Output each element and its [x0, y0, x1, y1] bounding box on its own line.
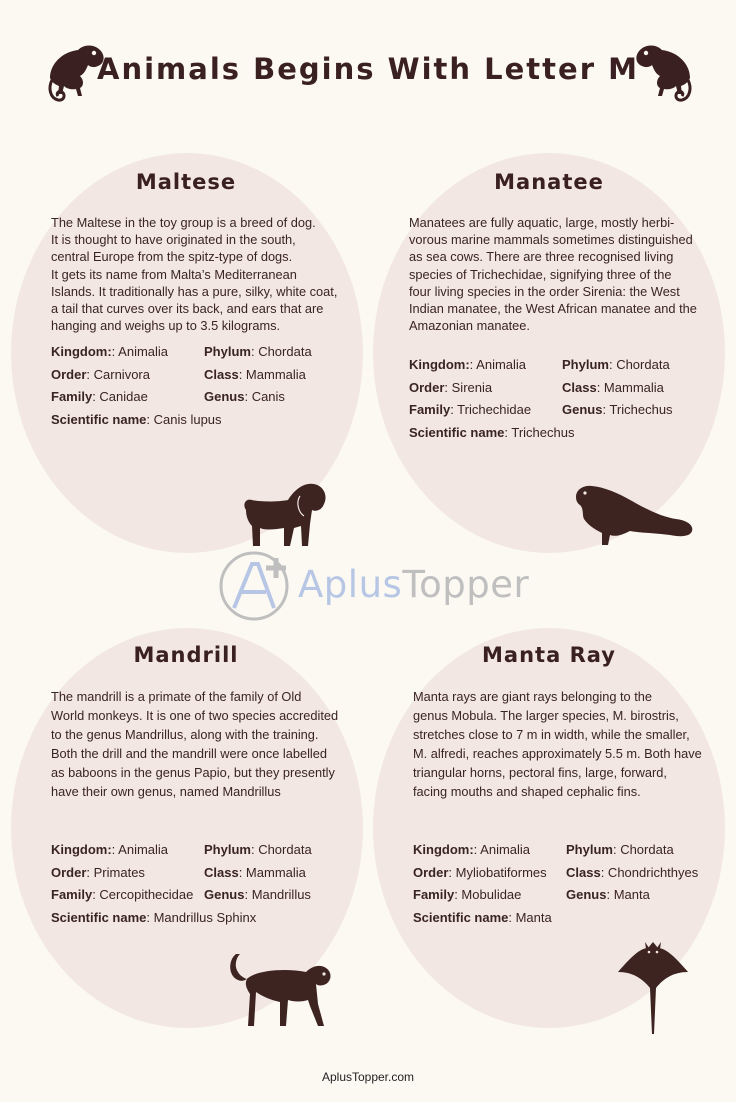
phylum-value: : Chordata	[250, 842, 312, 857]
scientific-name-label: Scientific name	[51, 909, 147, 925]
kingdom-value: : Animalia	[473, 842, 531, 857]
order-value: : Carnivora	[86, 366, 150, 382]
order-value: : Myliobatiformes	[448, 864, 547, 880]
card-description: Manatees are fully aquatic, large, mostly herbi- vorous marine mammals sometimes distinguished as sea cows. There are three recognised living species of Trichechidae, signifying three of the four living species in the order Sirenia: the West Indian manatee, the West African manatee and the Amazonian manatee.	[409, 215, 697, 334]
manta-ray-card	[413, 643, 718, 929]
family-label: Family	[51, 887, 93, 902]
taxonomy-facts	[51, 839, 351, 929]
order-label: Order	[413, 864, 449, 880]
phylum-value: : Chordata	[608, 357, 670, 373]
family-value: : Cercopithecidae	[92, 887, 194, 902]
footer-credit: AplusTopper.com	[321, 1070, 415, 1084]
class-label: Class	[566, 864, 601, 880]
class-label: Class	[562, 379, 597, 395]
manatee-card	[409, 170, 719, 444]
class-value: : Mammalia	[596, 379, 664, 395]
phylum-value: : Chordata	[612, 842, 674, 857]
genus-value: : Manta	[606, 887, 650, 902]
maltese-card	[51, 170, 341, 431]
card-description: The Maltese in the toy group is a breed of dog. It is thought to have originated in the south, central Europe from the spitz-type of dogs. It gets its name from Malta’s Mediterranean Islands. It traditionally has a pure, silky, white coat, a tail that curves over its back, and ears that are hanging and weighs up to 3.5 kilograms.	[51, 215, 338, 334]
dog-icon	[238, 480, 330, 552]
family-label: Family	[51, 389, 93, 405]
scientific-name-label: Scientific name	[413, 909, 509, 925]
phylum-label: Phylum	[566, 842, 613, 857]
order-label: Order	[51, 864, 87, 880]
phylum-label: Phylum	[562, 357, 609, 373]
scientific-name-value: : Mandrillus Sphinx	[146, 909, 257, 925]
genus-label: Genus	[566, 887, 607, 902]
taxonomy-facts	[413, 839, 718, 929]
manta-ray-icon	[612, 938, 694, 1036]
genus-value: : Canis	[244, 389, 285, 405]
kingdom-label: Kingdom:	[409, 357, 470, 373]
family-value: : Mobulidae	[454, 887, 522, 902]
genus-value: : Trichechus	[602, 402, 673, 418]
taxonomy-facts	[51, 341, 341, 431]
order-label: Order	[409, 379, 445, 395]
taxonomy-facts	[409, 354, 719, 444]
kingdom-label: Kingdom:	[51, 842, 112, 857]
phylum-label: Phylum	[204, 344, 251, 360]
page-title: Animals Begins With Letter M	[97, 52, 639, 86]
family-value: : Trichechidae	[450, 402, 532, 418]
kingdom-value: : Animalia	[111, 344, 169, 360]
monkey-icon	[226, 950, 338, 1032]
family-label: Family	[413, 887, 455, 902]
genus-value: : Mandrillus	[244, 887, 311, 902]
class-label: Class	[204, 366, 239, 382]
kingdom-label: Kingdom:	[51, 344, 112, 360]
card-description: Manta rays are giant rays belonging to the genus Mobula. The larger species, M. birostris, stretches close to 7 m in width, while the smaller, M. alfredi, reaches approximately 5.5 m. Both have triangular horns, pectoral fins, large, forward, facing mouths and shaped cephalic fins.	[413, 689, 702, 799]
card-description: The mandrill is a primate of the family of Old World monkeys. It is one of two species accredited to the genus Mandrillus, along with the training. Both the drill and the mandrill were once labelled as baboons in the genus Papio, but they presently have their own genus, named Mandrillus	[51, 689, 339, 799]
order-label: Order	[51, 366, 87, 382]
card-title: Manatee	[494, 170, 604, 194]
class-value: : Mammalia	[238, 366, 306, 382]
watermark-brand-a: Aplus	[298, 563, 403, 606]
family-value: : Canidae	[92, 389, 148, 405]
manatee-icon	[572, 483, 696, 549]
scientific-name-value: : Trichechus	[504, 424, 575, 440]
order-value: : Sirenia	[444, 379, 493, 395]
kingdom-value: : Animalia	[111, 842, 169, 857]
class-value: : Chondrichthyes	[600, 864, 699, 880]
class-label: Class	[204, 864, 239, 880]
card-title: Mandrill	[133, 643, 239, 667]
genus-label: Genus	[562, 402, 603, 418]
card-title: Maltese	[135, 170, 237, 194]
phylum-label: Phylum	[204, 842, 251, 857]
scientific-name-value: : Manta	[508, 909, 552, 925]
watermark-brand-b: Topper	[402, 563, 530, 606]
watermark-text	[298, 563, 529, 606]
phylum-value: : Chordata	[250, 344, 312, 360]
aplustopper-logo-icon	[218, 550, 296, 622]
scientific-name-label: Scientific name	[51, 411, 147, 427]
mandrill-card	[51, 643, 351, 929]
card-title: Manta Ray	[482, 643, 616, 667]
scientific-name-label: Scientific name	[409, 424, 505, 440]
family-label: Family	[409, 402, 451, 418]
class-value: : Mammalia	[238, 864, 306, 880]
scientific-name-value: : Canis lupus	[146, 411, 222, 427]
watermark	[218, 550, 538, 622]
genus-label: Genus	[204, 389, 245, 405]
order-value: : Primates	[86, 864, 145, 880]
kingdom-label: Kingdom:	[413, 842, 474, 857]
genus-label: Genus	[204, 887, 245, 902]
kingdom-value: : Animalia	[469, 357, 527, 373]
